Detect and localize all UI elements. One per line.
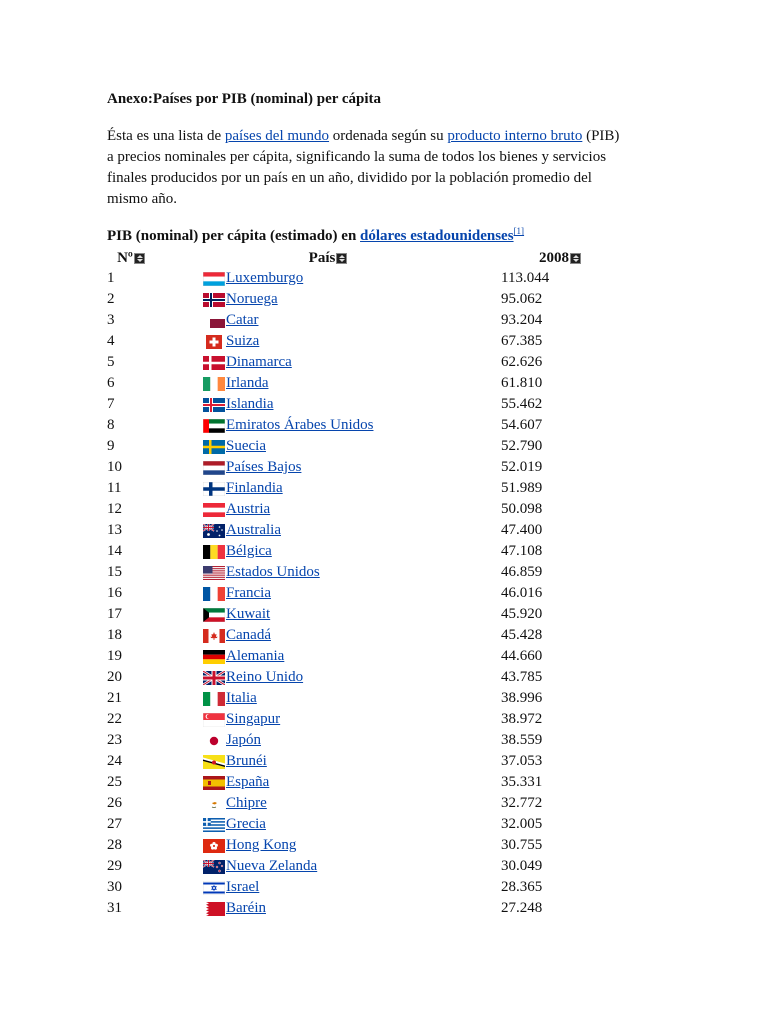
gdp-value-cell: 54.607 [501, 417, 543, 433]
flag-australia-icon [203, 524, 225, 538]
table-row [107, 688, 581, 709]
flag-kuwait-icon [203, 608, 225, 622]
table-row [107, 415, 581, 436]
flag-israel-icon [203, 881, 225, 895]
gdp-value-cell: 32.005 [501, 816, 543, 832]
gdp-value-cell: 55.462 [501, 396, 543, 412]
table-row [107, 646, 581, 667]
rank-cell: 22 [107, 711, 122, 727]
country-link[interactable]: Israel [226, 879, 260, 895]
flag-singapore-icon [203, 713, 225, 727]
table-row [107, 793, 581, 814]
flag-finland-icon [203, 482, 225, 496]
flag-switzerland-icon [203, 335, 225, 349]
country-cell [155, 793, 501, 814]
country-cell [155, 625, 501, 646]
flag-newzealand-icon [203, 860, 225, 874]
country-link[interactable]: Bélgica [226, 543, 272, 559]
country-cell [155, 268, 501, 289]
sort-icon[interactable] [570, 253, 581, 264]
flag-usa-icon [203, 566, 225, 580]
country-link[interactable]: Catar [226, 312, 259, 328]
flag-greece-icon [203, 818, 225, 832]
flag-cyprus-icon [203, 797, 225, 811]
table-row [107, 436, 581, 457]
table-row [107, 877, 581, 898]
country-link[interactable]: Reino Unido [226, 669, 304, 685]
rank-cell: 6 [107, 375, 115, 391]
country-cell [155, 688, 501, 709]
intro-text-3: (PIB) a precios nominales per cápita, significando la suma de todos los bienes y servicios finales producidos por un país en un año, dividido por la población promedio del mismo año. [107, 128, 620, 207]
table-row [107, 457, 581, 478]
gdp-value-cell: 38.972 [501, 711, 543, 727]
gdp-value-cell: 51.989 [501, 480, 543, 496]
table-row [107, 373, 581, 394]
gdp-value-cell: 52.790 [501, 438, 543, 454]
table-row [107, 583, 581, 604]
table-row [107, 772, 581, 793]
table-row [107, 604, 581, 625]
gdp-value-cell: 38.559 [501, 732, 543, 748]
country-link[interactable]: Grecia [226, 816, 266, 832]
country-link[interactable]: Noruega [226, 291, 278, 307]
country-link[interactable]: España [226, 774, 270, 790]
rank-cell: 13 [107, 522, 122, 538]
table-row [107, 331, 581, 352]
country-cell [155, 478, 501, 499]
rank-cell: 20 [107, 669, 122, 685]
gdp-value-cell: 38.996 [501, 690, 543, 706]
flag-norway-icon [203, 293, 225, 307]
gdp-value-cell: 52.019 [501, 459, 543, 475]
header-2008[interactable] [501, 248, 581, 268]
country-cell [155, 331, 501, 352]
table-row [107, 394, 581, 415]
gdp-table [107, 248, 581, 919]
flag-qatar-icon [203, 314, 225, 328]
sort-icon[interactable] [336, 253, 347, 264]
table-row [107, 499, 581, 520]
flag-belgium-icon [203, 545, 225, 559]
flag-germany-icon [203, 650, 225, 664]
table-row [107, 730, 581, 751]
gdp-value-cell: 37.053 [501, 753, 543, 769]
country-cell [155, 709, 501, 730]
country-link[interactable]: Países Bajos [226, 459, 302, 475]
country-cell [155, 604, 501, 625]
table-row [107, 835, 581, 856]
rank-cell: 4 [107, 333, 115, 349]
gdp-value-cell: 44.660 [501, 648, 543, 664]
reference-link[interactable]: [1] [513, 226, 525, 236]
gdp-value-cell: 62.626 [501, 354, 543, 370]
table-row [107, 898, 581, 919]
table-row [107, 751, 581, 772]
country-cell [155, 562, 501, 583]
country-cell [155, 646, 501, 667]
article [107, 90, 627, 919]
table-header-row [107, 248, 581, 268]
country-cell [155, 394, 501, 415]
flag-sweden-icon [203, 440, 225, 454]
rank-cell: 12 [107, 501, 122, 517]
country-cell [155, 310, 501, 331]
country-cell [155, 583, 501, 604]
flag-brunei-icon [203, 755, 225, 769]
country-link[interactable]: Suiza [226, 333, 260, 349]
country-link[interactable]: Baréin [226, 900, 266, 916]
rank-cell: 30 [107, 879, 122, 895]
rank-cell: 15 [107, 564, 122, 580]
country-link[interactable]: Italia [226, 690, 257, 706]
page-title: Anexo:Países por PIB (nominal) per cápita [107, 91, 382, 107]
sort-icon[interactable] [134, 253, 145, 264]
rank-cell: 26 [107, 795, 122, 811]
rank-cell: 2 [107, 291, 115, 307]
gdp-value-cell: 47.400 [501, 522, 543, 538]
flag-austria-icon [203, 503, 225, 517]
country-link[interactable]: Luxemburgo [226, 270, 304, 286]
flag-luxembourg-icon [203, 272, 225, 286]
gdp-value-cell: 46.016 [501, 585, 543, 601]
rank-cell: 29 [107, 858, 122, 874]
country-link[interactable]: Suecia [226, 438, 266, 454]
rank-cell: 19 [107, 648, 122, 664]
gdp-value-cell: 35.331 [501, 774, 543, 790]
country-link[interactable]: Japón [226, 732, 261, 748]
table-row [107, 562, 581, 583]
country-link[interactable]: Emiratos Árabes Unidos [226, 417, 374, 433]
gdp-value-cell: 45.428 [501, 627, 543, 643]
country-cell [155, 289, 501, 310]
rank-cell: 14 [107, 543, 122, 559]
table-row [107, 352, 581, 373]
gdp-value-cell: 47.108 [501, 543, 543, 559]
intro-text-1: Ésta es una lista de [107, 128, 225, 144]
country-cell [155, 877, 501, 898]
country-link[interactable]: Brunéi [226, 753, 267, 769]
rank-cell: 11 [107, 480, 122, 496]
rank-cell: 3 [107, 312, 115, 328]
table-row [107, 814, 581, 835]
table-row [107, 289, 581, 310]
rank-cell: 8 [107, 417, 115, 433]
intro-text-2: ordenada según su [329, 128, 448, 144]
gdp-value-cell: 67.385 [501, 333, 543, 349]
country-cell [155, 373, 501, 394]
rank-cell: 24 [107, 753, 122, 769]
rank-cell: 1 [107, 270, 115, 286]
country-cell [155, 415, 501, 436]
flag-uae-icon [203, 419, 225, 433]
country-link[interactable]: Canadá [226, 627, 271, 643]
rank-cell: 18 [107, 627, 122, 643]
country-link[interactable]: Singapur [226, 711, 281, 727]
rank-cell: 28 [107, 837, 122, 853]
rank-cell: 31 [107, 900, 122, 916]
table-row [107, 268, 581, 289]
gdp-value-cell: 30.755 [501, 837, 543, 853]
flag-canada-icon [203, 629, 225, 643]
flag-denmark-icon [203, 356, 225, 370]
rank-cell: 9 [107, 438, 115, 454]
flag-netherlands-icon [203, 461, 225, 475]
table-caption [107, 226, 627, 246]
country-link[interactable]: Nueva Zelanda [226, 858, 318, 874]
country-cell [155, 667, 501, 688]
country-link[interactable]: Francia [226, 585, 271, 601]
intro-paragraph [107, 126, 627, 210]
country-cell [155, 856, 501, 877]
table-row [107, 310, 581, 331]
country-cell [155, 436, 501, 457]
country-link[interactable]: Estados Unidos [226, 564, 320, 580]
country-link[interactable]: Finlandia [226, 480, 283, 496]
country-link[interactable]: Australia [226, 522, 281, 538]
link-producto-interno-bruto[interactable]: producto interno bruto [447, 128, 583, 144]
country-cell [155, 352, 501, 373]
country-cell [155, 541, 501, 562]
table-row [107, 625, 581, 646]
flag-hongkong-icon [203, 839, 225, 853]
flag-iceland-icon [203, 398, 225, 412]
table-row [107, 541, 581, 562]
gdp-value-cell: 46.859 [501, 564, 543, 580]
table-row [107, 478, 581, 499]
rank-cell: 17 [107, 606, 122, 622]
link-dolares-estadounidenses[interactable]: dólares estadounidenses [360, 228, 514, 244]
flag-bahrain-icon [203, 902, 225, 916]
flag-uk-icon [203, 671, 225, 685]
flag-spain-icon [203, 776, 225, 790]
rank-cell: 7 [107, 396, 115, 412]
header-num[interactable] [107, 248, 155, 268]
gdp-value-cell: 27.248 [501, 900, 543, 916]
header-2008-label: 2008 [539, 249, 569, 266]
header-country[interactable] [155, 248, 501, 268]
country-link[interactable]: Islandia [226, 396, 274, 412]
flag-france-icon [203, 587, 225, 601]
country-link[interactable]: Hong Kong [226, 837, 297, 853]
country-cell [155, 772, 501, 793]
rank-cell: 23 [107, 732, 122, 748]
gdp-value-cell: 28.365 [501, 879, 543, 895]
flag-italy-icon [203, 692, 225, 706]
flag-ireland-icon [203, 377, 225, 391]
country-cell [155, 730, 501, 751]
rank-cell: 27 [107, 816, 122, 832]
country-link[interactable]: Austria [226, 501, 271, 517]
country-link[interactable]: Chipre [226, 795, 267, 811]
country-cell [155, 457, 501, 478]
rank-cell: 10 [107, 459, 122, 475]
rank-cell: 16 [107, 585, 122, 601]
gdp-value-cell: 61.810 [501, 375, 543, 391]
country-cell [155, 499, 501, 520]
country-link[interactable]: Irlanda [226, 375, 269, 391]
country-link[interactable]: Dinamarca [226, 354, 292, 370]
gdp-value-cell: 113.044 [501, 270, 550, 286]
gdp-value-cell: 50.098 [501, 501, 543, 517]
gdp-value-cell: 32.772 [501, 795, 543, 811]
link-paises-del-mundo[interactable]: países del mundo [224, 128, 330, 144]
caption-text: PIB (nominal) per cápita (estimado) en [107, 228, 361, 244]
country-link[interactable]: Alemania [226, 648, 285, 664]
rank-cell: 25 [107, 774, 122, 790]
country-cell [155, 814, 501, 835]
rank-cell: 21 [107, 690, 122, 706]
country-link[interactable]: Kuwait [226, 606, 271, 622]
gdp-value-cell: 93.204 [501, 312, 543, 328]
country-cell [155, 520, 501, 541]
table-row [107, 856, 581, 877]
country-cell [155, 898, 501, 919]
gdp-value-cell: 43.785 [501, 669, 543, 685]
flag-japan-icon [203, 734, 225, 748]
rank-cell: 5 [107, 354, 115, 370]
gdp-value-cell: 30.049 [501, 858, 543, 874]
table-row [107, 520, 581, 541]
table-row [107, 667, 581, 688]
table-row [107, 709, 581, 730]
gdp-value-cell: 45.920 [501, 606, 543, 622]
header-num-label: Nº [117, 249, 133, 266]
header-country-label: País [308, 249, 336, 266]
gdp-value-cell: 95.062 [501, 291, 543, 307]
country-cell [155, 751, 501, 772]
country-cell [155, 835, 501, 856]
